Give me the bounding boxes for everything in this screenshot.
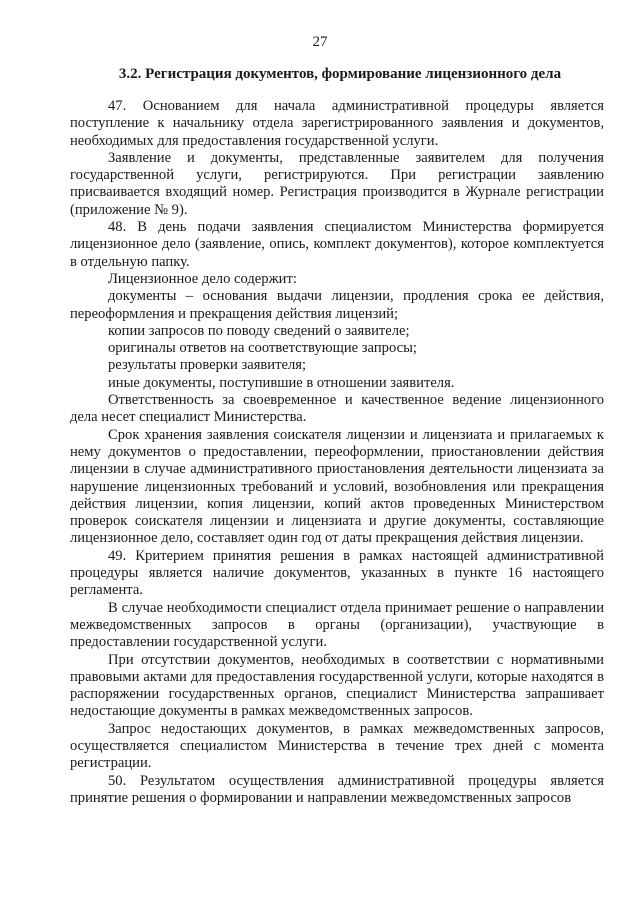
list-item: иные документы, поступившие в отношении заявителя.	[108, 374, 455, 391]
document-body	[70, 98, 604, 807]
list-item: документы – основания выдачи лицензии, продления срока ее действия, переоформления и прекращения действия лицензий;	[70, 288, 604, 322]
paragraph: Заявление и документы, представленные заявителем для получения государственной услуги, регистрируются. При регистрации заявлению присваивается входящий номер. Регистрация производится в Журнале регистрации (приложение № 9).	[70, 149, 604, 218]
paragraph: При отсутствии документов, необходимых в соответствии с нормативными правовыми актами для предоставления государственной услуги, которые находятся в распоряжении государственных органов, специалист Министерства запрашивает недостающие документы в рамках межведомственных запросов.	[70, 651, 604, 720]
list-item: оригиналы ответов на соответствующие запросы;	[108, 340, 417, 357]
paragraph: Срок хранения заявления соискателя лицензии и лицензиата и прилагаемых к нему документов о предоставлении, переоформлении, приостановлении действия лицензии в случае административного приостановления деятельности лицензиата за нарушение лицензионных требований и условий, возобновления или прекращения действия лицензии, копия лицензии, копий актов проведенных Министерством проверок соискателя лицензии и лицензиата и другие документы, составляющие лицензионное дело, составляет один год от даты прекращения действия лицензии.	[70, 426, 604, 547]
paragraph: 48. В день подачи заявления специалистом Министерства формируется лицензионное дело (заявление, опись, комплект документов), которое комплектуется в отдельную папку.	[70, 219, 604, 270]
list-item: копии запросов по поводу сведений о заявителе;	[108, 322, 410, 339]
page-number: 27	[312, 34, 328, 50]
list-item: результаты проверки заявителя;	[108, 357, 307, 374]
paragraph: Ответственность за своевременное и качественное ведение лицензионного дела несет специалист Министерства.	[70, 392, 604, 426]
paragraph: В случае необходимости специалист отдела принимает решение о направлении межведомственных запросов в органы (организации), участвующие в предоставлении государственной услуги.	[70, 599, 604, 651]
paragraph: Запрос недостающих документов, в рамках межведомственных запросов, осуществляется специалистом Министерства в течение трех дней с момента регистрации.	[70, 720, 604, 772]
section-heading: 3.2. Регистрация документов, формирование лицензионного дела	[118, 66, 562, 82]
paragraph: Лицензионное дело содержит:	[108, 270, 297, 287]
paragraph: 49. Критерием принятия решения в рамках настоящей административной процедуры является наличие документов, указанных в пункте 16 настоящего регламента.	[70, 547, 604, 599]
paragraph: 47. Основанием для начала административной процедуры является поступление к начальнику отдела зарегистрированного заявления и документов, необходимых для предоставления государственной услуги.	[70, 98, 604, 149]
paragraph: 50. Результатом осуществления административной процедуры является принятие решения о формировании и направлении межведомственных запросов	[70, 772, 604, 806]
